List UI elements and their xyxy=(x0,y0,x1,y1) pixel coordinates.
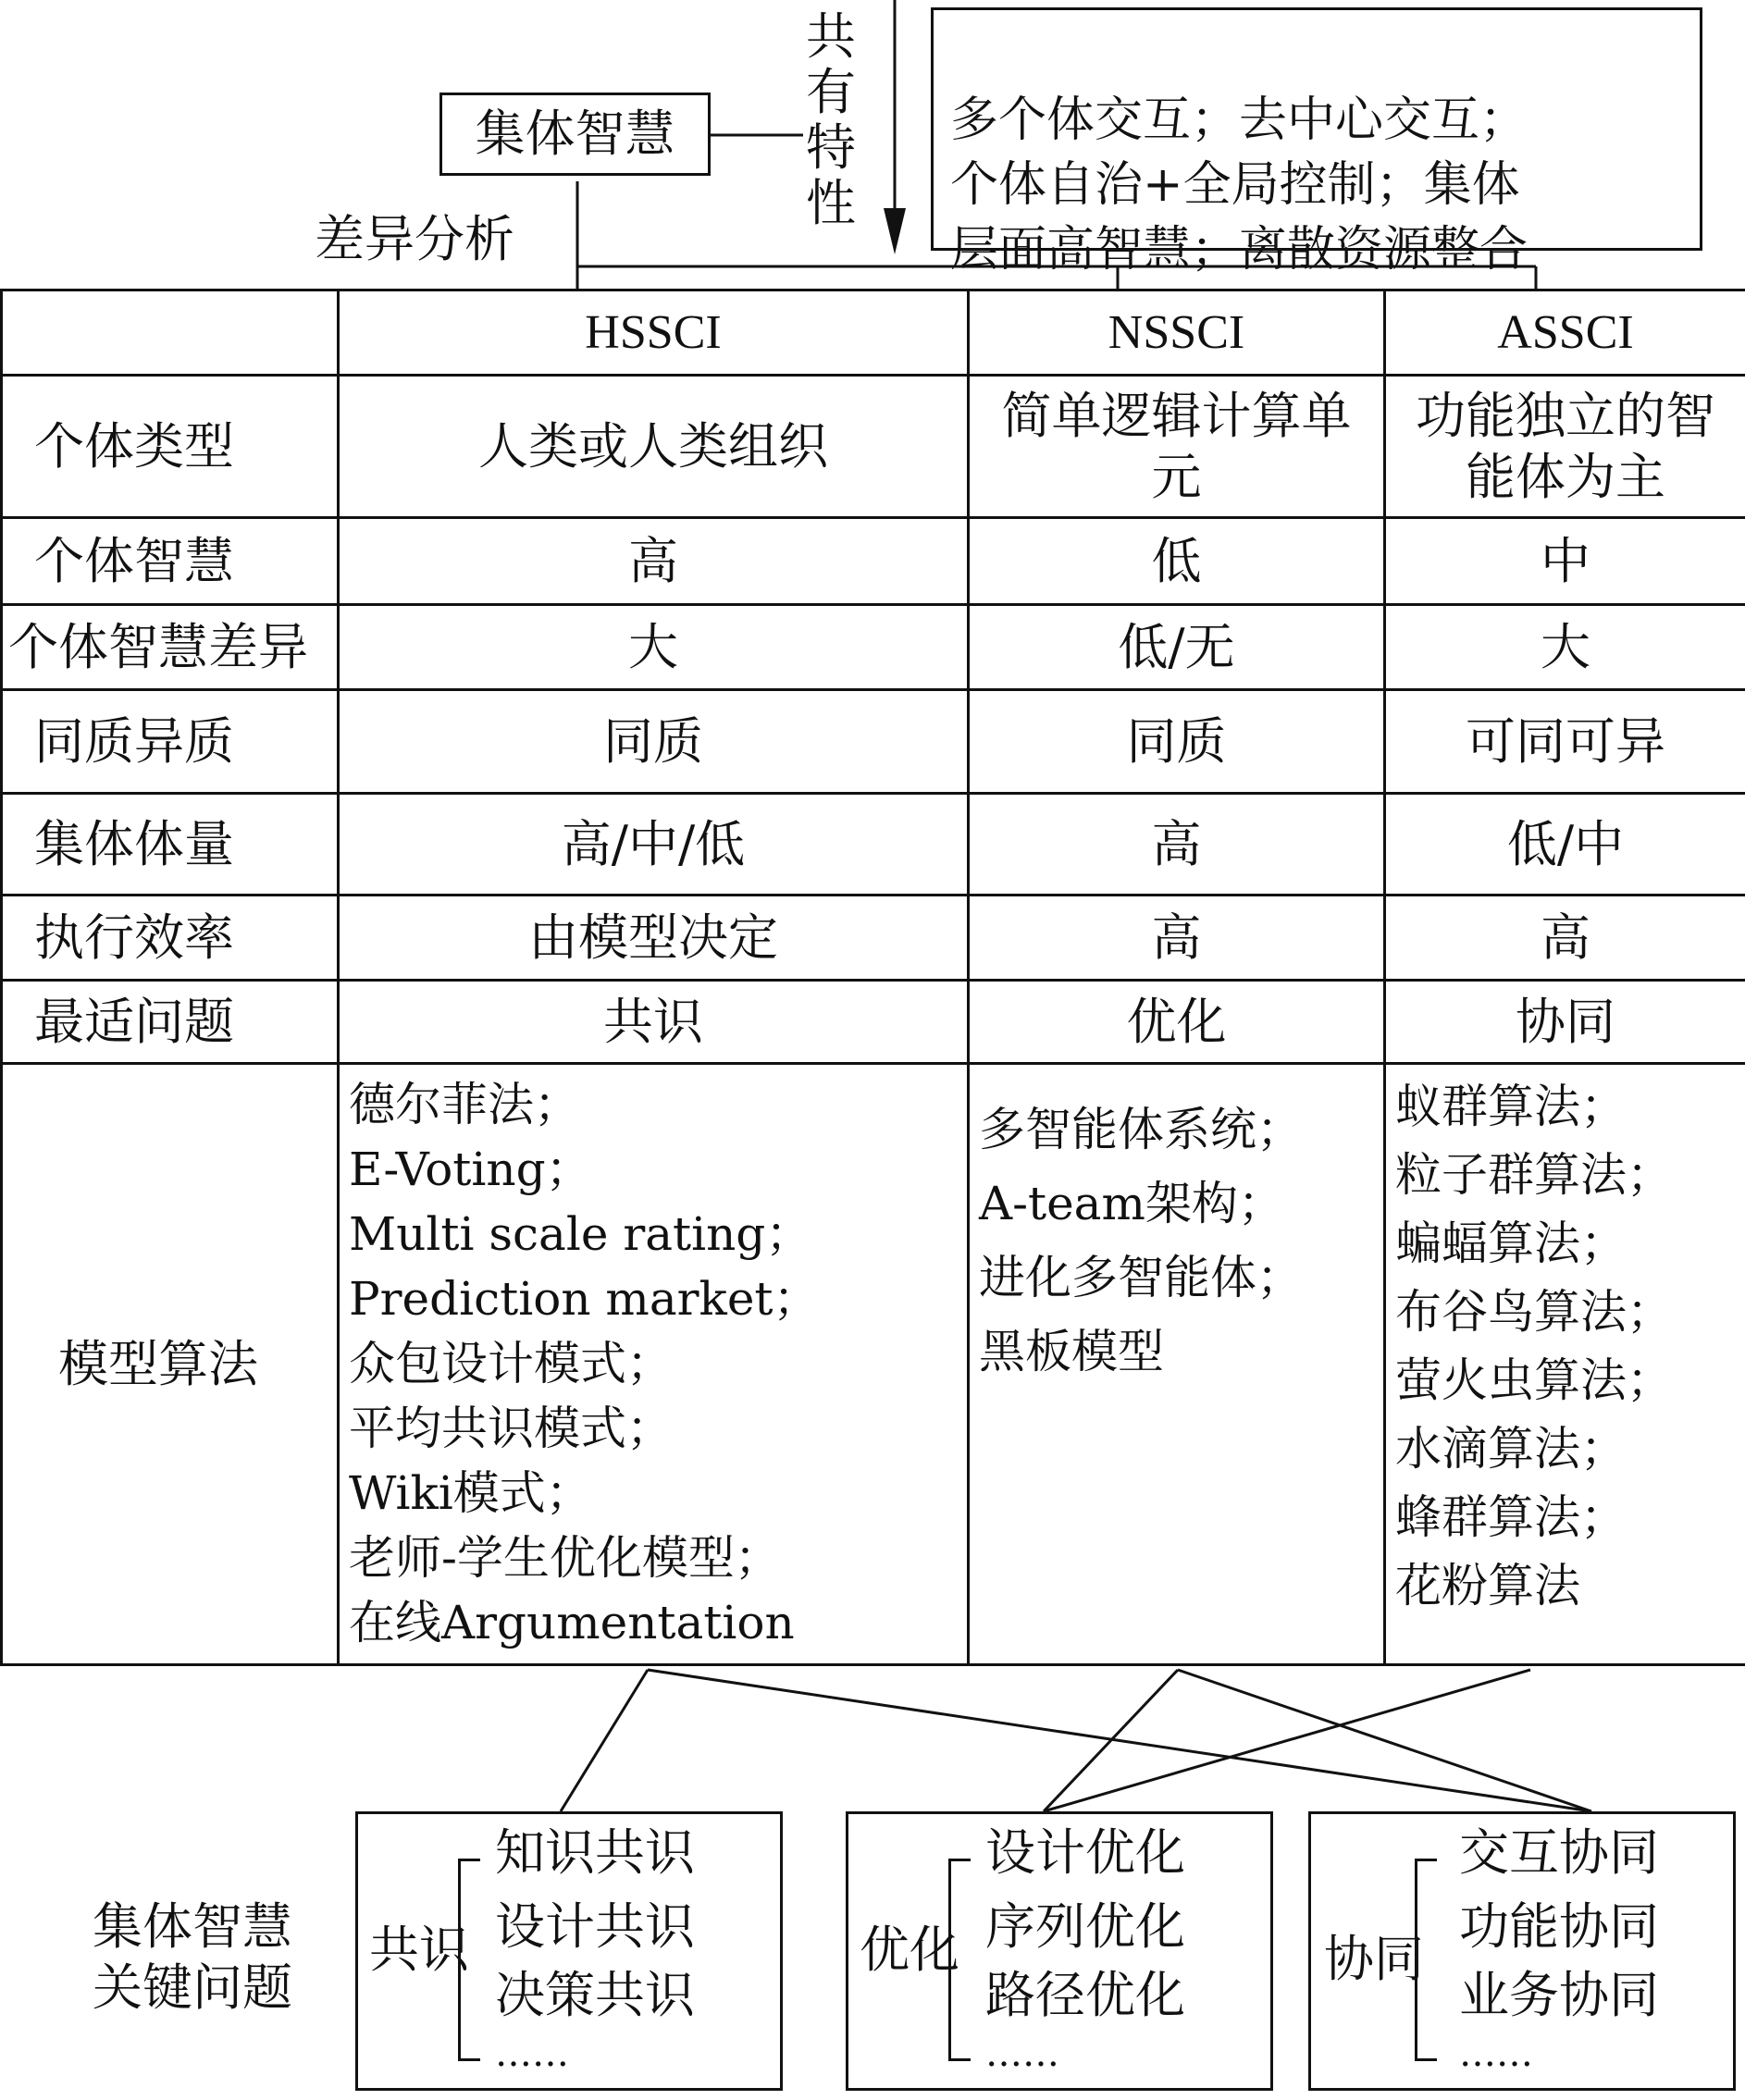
consensus-box xyxy=(355,1811,783,2091)
table-cell: 共识 xyxy=(339,981,969,1064)
coordination-item: 交互协同 xyxy=(1459,1823,1659,1882)
list-item: 蜂群算法； xyxy=(1395,1490,1627,1544)
consensus-label: 共识 xyxy=(369,1921,469,1979)
table-cell: 由模型决定 xyxy=(339,896,969,981)
list-item: 多智能体系统； xyxy=(979,1103,1303,1156)
row-label: 同质异质 xyxy=(2,690,339,794)
collective-intelligence-box xyxy=(439,93,711,176)
table-cell: 大 xyxy=(339,605,969,690)
list-item: 在线Argumentation xyxy=(349,1596,795,1649)
list-item: 平均共识模式； xyxy=(349,1402,673,1455)
consensus-item: …… xyxy=(495,2032,569,2075)
shared-char-1: 共 xyxy=(806,7,856,66)
table-cell: 中 xyxy=(1385,518,1745,605)
shared-traits-text: 多个体交互；去中心交互； 个体自治+全局控制；集体 层面高智慧；离散资源整合 xyxy=(950,93,1528,278)
comparison-table xyxy=(0,289,1745,1666)
table-cell: 功能独立的智能体为主 xyxy=(1385,376,1745,518)
coordination-item: 业务协同 xyxy=(1459,1966,1659,2024)
nssci-algorithm-list xyxy=(969,1064,1385,1665)
bracket xyxy=(948,1859,951,2060)
optimization-box xyxy=(846,1811,1273,2091)
list-item: 德尔菲法； xyxy=(349,1078,580,1131)
coordination-item: 功能协同 xyxy=(1459,1897,1659,1956)
difference-analysis-label: 差异分析 xyxy=(315,210,514,268)
column-header-hsscі: HSSCI xyxy=(339,290,969,376)
bracket-top-tick xyxy=(948,1859,971,1861)
table-cell: 可同可异 xyxy=(1385,690,1745,794)
list-item: A-team架构； xyxy=(979,1177,1284,1230)
optimization-item: 路径优化 xyxy=(985,1966,1185,2024)
table-row xyxy=(2,896,1745,981)
column-header-assci: ASSCI xyxy=(1385,290,1745,376)
consensus-item: 决策共识 xyxy=(495,1966,695,2024)
table-cell: 低 xyxy=(969,518,1385,605)
table-row xyxy=(2,690,1745,794)
hsscі-algorithm-list xyxy=(339,1064,969,1665)
row-label: 执行效率 xyxy=(2,896,339,981)
table-row xyxy=(2,794,1745,896)
list-item: 蝙蝠算法； xyxy=(1395,1217,1627,1270)
bracket-top-tick xyxy=(1415,1859,1437,1861)
list-item: 进化多智能体； xyxy=(979,1251,1303,1304)
key-problems-label-line1: 集体智慧 xyxy=(93,1897,292,1956)
algorithms-row xyxy=(2,1064,1745,1665)
shared-characteristics-label xyxy=(803,9,859,231)
column-header-nssci: NSSCI xyxy=(969,290,1385,376)
list-item: Prediction market； xyxy=(349,1272,820,1326)
row-label: 个体智慧差异 xyxy=(2,605,339,690)
list-item: 众包设计模式； xyxy=(349,1337,673,1390)
table-cell: 协同 xyxy=(1385,981,1745,1064)
table-row xyxy=(2,376,1745,518)
row-label: 集体体量 xyxy=(2,794,339,896)
list-item: E-Voting； xyxy=(349,1143,592,1196)
table-row xyxy=(2,605,1745,690)
bracket-bottom-tick xyxy=(1415,2058,1437,2061)
table-cell: 优化 xyxy=(969,981,1385,1064)
list-item: 布谷鸟算法； xyxy=(1395,1285,1673,1339)
list-item: 蚁群算法； xyxy=(1395,1080,1627,1133)
table-cell: 高 xyxy=(1385,896,1745,981)
table-cell: 简单逻辑计算单元 xyxy=(969,376,1385,518)
list-item: Wiki模式； xyxy=(349,1466,592,1520)
table-cell: 人类或人类组织 xyxy=(339,376,969,518)
bracket-bottom-tick xyxy=(948,2058,971,2061)
list-item: 萤火虫算法； xyxy=(1395,1353,1673,1407)
list-item: 黑板模型 xyxy=(979,1325,1164,1378)
row-label: 个体智慧 xyxy=(2,518,339,605)
list-item: 粒子群算法； xyxy=(1395,1148,1673,1202)
consensus-item: 设计共识 xyxy=(495,1897,695,1956)
table-cell: 同质 xyxy=(969,690,1385,794)
optimization-label: 优化 xyxy=(860,1921,959,1979)
coordination-item: …… xyxy=(1459,2032,1533,2075)
row-label: 个体类型 xyxy=(2,376,339,518)
table-cell: 大 xyxy=(1385,605,1745,690)
optimization-item: 设计优化 xyxy=(985,1823,1185,1882)
collective-intelligence-label: 集体智慧 xyxy=(475,105,675,163)
shared-traits-box xyxy=(931,7,1702,278)
table-cell: 高 xyxy=(969,794,1385,896)
table-cell: 同质 xyxy=(339,690,969,794)
row-label: 模型算法 xyxy=(2,1064,339,1665)
key-problems-label xyxy=(93,1896,292,2019)
consensus-item: 知识共识 xyxy=(495,1823,695,1882)
assci-algorithm-list xyxy=(1385,1064,1745,1665)
header-empty-cell xyxy=(2,290,339,376)
bracket xyxy=(458,1859,461,2060)
table-cell: 低/无 xyxy=(969,605,1385,690)
row-label: 最适问题 xyxy=(2,981,339,1064)
table-cell: 高 xyxy=(969,896,1385,981)
table-header-row xyxy=(2,290,1745,376)
list-item: Multi scale rating； xyxy=(349,1207,812,1261)
shared-char-2: 有 xyxy=(806,63,856,121)
table-cell: 高 xyxy=(339,518,969,605)
table-row xyxy=(2,981,1745,1064)
optimization-item: 序列优化 xyxy=(985,1897,1185,1956)
coordination-label: 协同 xyxy=(1324,1930,1424,1988)
bracket-top-tick xyxy=(458,1859,480,1861)
shared-char-4: 性 xyxy=(806,174,856,232)
optimization-item: …… xyxy=(985,2032,1059,2075)
bracket xyxy=(1415,1859,1417,2060)
key-problems-label-line2: 关键问题 xyxy=(93,1958,292,2017)
table-cell: 低/中 xyxy=(1385,794,1745,896)
list-item: 水滴算法； xyxy=(1395,1422,1627,1476)
coordination-box xyxy=(1308,1811,1736,2091)
shared-char-3: 特 xyxy=(806,118,856,177)
list-item: 老师-学生优化模型； xyxy=(349,1531,781,1585)
list-item: 花粉算法 xyxy=(1395,1559,1580,1612)
bracket-bottom-tick xyxy=(458,2058,480,2061)
table-row xyxy=(2,518,1745,605)
table-cell: 高/中/低 xyxy=(339,794,969,896)
